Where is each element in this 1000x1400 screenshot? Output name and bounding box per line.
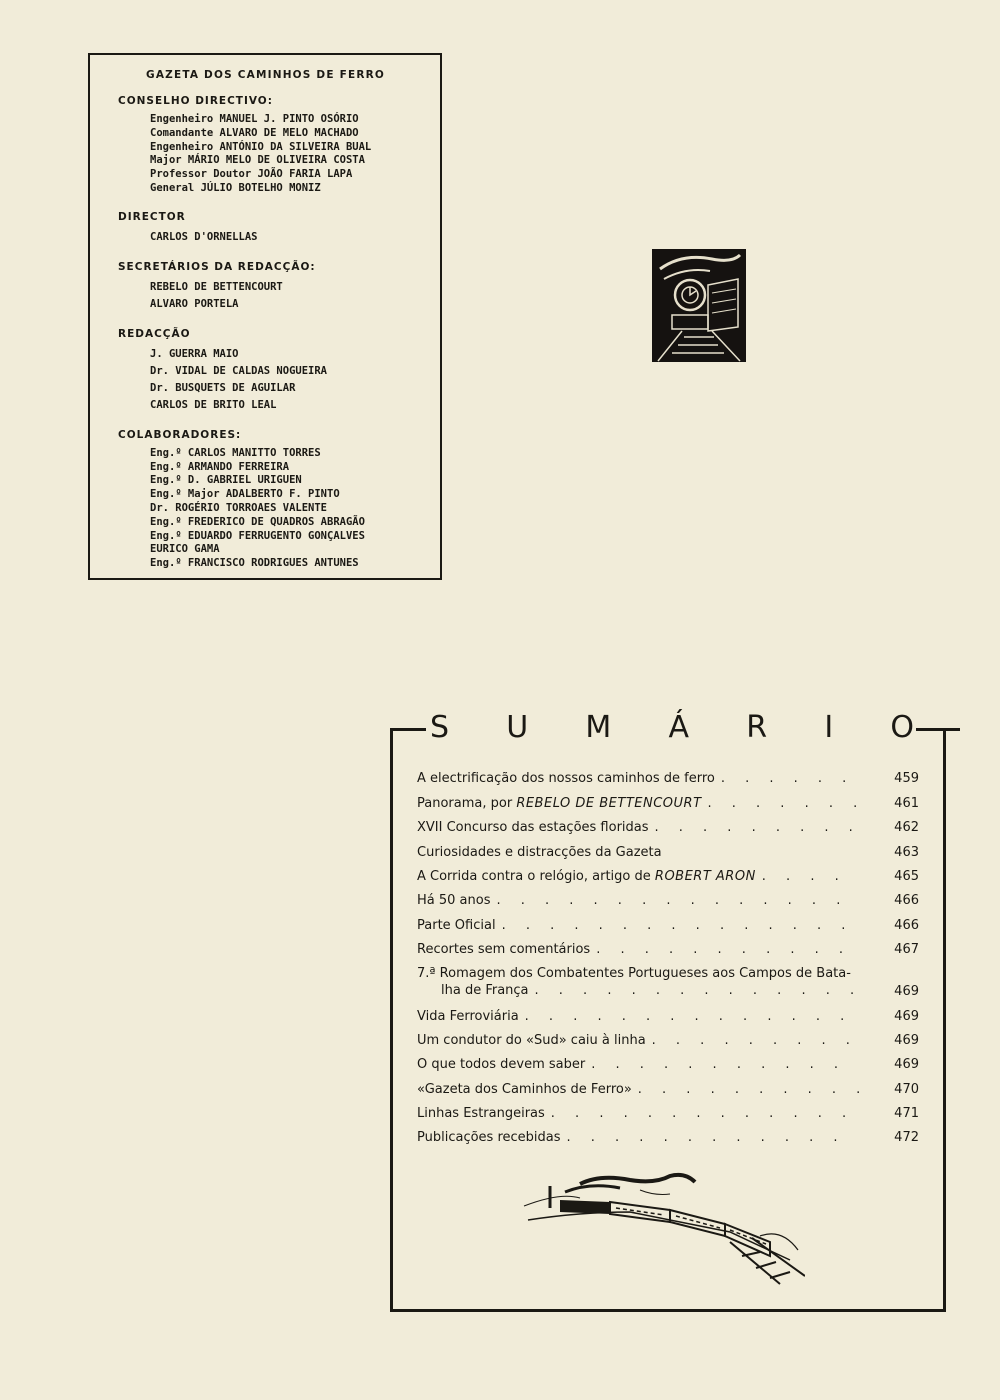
colaboradores-section [118,429,440,571]
conselho-member: Engenheiro ANTÓNIO DA SILVEIRA BUAL [150,140,372,153]
conselho-section [118,95,440,196]
toc-entry-page: 469 [894,1032,919,1048]
conselho-member: Professor Doutor JOÃO FARIA LAPA [150,168,353,181]
conselho-member: Major MÁRIO MELO DE OLIVEIRA COSTA [150,154,365,167]
toc-entry-title: Linhas Estrangeiras [417,1106,545,1122]
director-member: CARLOS D'ORNELLAS [150,230,258,243]
toc-entry [417,1024,919,1048]
colaboradores-heading: COLABORADORES: [118,428,242,441]
toc-entry [417,762,919,786]
locomotive-woodcut-icon [652,249,746,362]
secretarios-member: REBELO DE BETTENCOURT [150,280,283,293]
toc-entry-title: Curiosidades e distracções da Gazeta [417,844,662,860]
toc-entry-page: 467 [894,942,919,958]
toc-entry [417,957,919,999]
toc-entry-page: 471 [894,1106,919,1122]
redaccao-section [118,328,440,414]
colaboradores-member: Eng.º Major ADALBERTO F. PINTO [150,488,340,501]
toc-entry-author: ROBERT ARON [654,868,756,884]
toc-entry-page: 470 [894,1081,919,1097]
toc-entry-title: Parte Oficial [417,917,496,933]
redaccao-member: CARLOS DE BRITO LEAL [150,398,277,411]
toc-entry-title: Há 50 anos [417,893,491,909]
toc-entry-title: «Gazeta dos Caminhos de Ferro» [417,1081,632,1097]
toc-entry-page: 469 [894,1057,919,1073]
toc-entry [417,1097,919,1121]
toc-entry [417,835,919,859]
toc-entry-page: 463 [894,844,919,860]
conselho-member: Comandante ALVARO DE MELO MACHADO [150,126,359,139]
toc-entry-title: A Corrida contra o relógio, artigo de [417,868,651,884]
secretarios-member: ALVARO PORTELA [150,297,239,310]
toc-entry-page: 466 [894,893,919,909]
secretarios-list [150,279,440,313]
sumario-letter: U [506,710,529,745]
director-list [150,229,440,246]
sumario-letter: I [824,710,834,745]
train-illustration-icon [520,1172,805,1290]
toc-entry [417,884,919,908]
director-heading: DIRECTOR [118,210,186,223]
colaboradores-member: Eng.º CARLOS MANITTO TORRES [150,446,321,459]
toc-entry [417,933,919,957]
toc-entry-title: Um condutor do «Sud» caiu à linha [417,1032,646,1048]
redaccao-member: Dr. VIDAL DE CALDAS NOGUEIRA [150,364,328,377]
colaboradores-list [150,447,440,571]
conselho-member: General JÚLIO BOTELHO MONIZ [150,181,321,194]
redaccao-heading: REDACÇÃO [118,327,191,340]
toc-entry-page: 461 [894,795,919,811]
conselho-member: Engenheiro MANUEL J. PINTO OSÓRIO [150,113,359,125]
toc-entry-page: 466 [894,917,919,933]
toc-entry-title-cont: lha de França [441,983,529,999]
toc-entry-title: Panorama, por [417,795,513,811]
colaboradores-member: Eng.º FRANCISCO RODRIGUES ANTUNES [150,557,359,570]
redaccao-member: J. GUERRA MAIO [150,347,239,360]
toc-entry-page: 465 [894,868,919,884]
toc-entry-title: O que todos devem saber [417,1057,586,1073]
toc-entry-page: 462 [894,820,919,836]
colaboradores-member: Eng.º FREDERICO DE QUADROS ABRAGÃO [150,515,365,528]
colaboradores-member: Eng.º D. GABRIEL URIGUEN [150,474,302,487]
toc-entry [417,1072,919,1096]
sumario-letter: O [890,710,914,745]
director-section [118,211,440,246]
sumario-letter: Á [668,710,690,745]
colaboradores-member: Dr. ROGÉRIO TORROAES VALENTE [150,501,328,514]
sumario-letter: R [746,710,768,745]
toc-entry [417,1048,919,1072]
conselho-heading: CONSELHO DIRECTIVO: [118,95,273,107]
secretarios-heading: SECRETÁRIOS DA REDACÇÃO: [118,260,316,273]
colaboradores-member: EURICO GAMA [150,543,220,556]
staff-title: GAZETA DOS CAMINHOS DE FERRO [146,69,386,81]
conselho-list [150,113,440,196]
toc-entry-title: XVII Concurso das estações floridas [417,820,649,836]
toc-entry-title: Vida Ferroviária [417,1008,519,1024]
sumario-letter: S [430,710,450,745]
toc-entry-title: A electrificação dos nossos caminhos de ferro [417,771,715,787]
toc-entry [417,999,919,1023]
toc-entry-page: 459 [894,771,919,787]
toc-entry [417,908,919,932]
toc-entry-author: REBELO DE BETTENCOURT [516,795,702,811]
colaboradores-member: Eng.º EDUARDO FERRUGENTO GONÇALVES [150,529,365,542]
toc-entry-title: Publicações recebidas [417,1130,561,1146]
redaccao-list [150,346,440,414]
secretarios-section [118,261,440,313]
toc-entry-page: 469 [894,1008,919,1024]
sumario-letter: M [585,710,612,745]
colaboradores-member: Eng.º ARMANDO FERREIRA [150,460,290,473]
toc-entry [417,1121,919,1145]
toc-entry-page: 472 [894,1130,919,1146]
toc-entry-title: Recortes sem comentários [417,942,591,958]
staff-box [88,53,442,580]
toc-entry-title: 7.ª Romagem dos Combatentes Portugueses aos Campos de Bata- [417,966,851,982]
table-of-contents [417,762,919,1145]
toc-entry [417,786,919,810]
toc-entry [417,860,919,884]
toc-entry [417,811,919,835]
redaccao-member: Dr. BUSQUETS DE AGUILAR [150,381,296,394]
toc-entry-page: 469 [894,984,919,1000]
